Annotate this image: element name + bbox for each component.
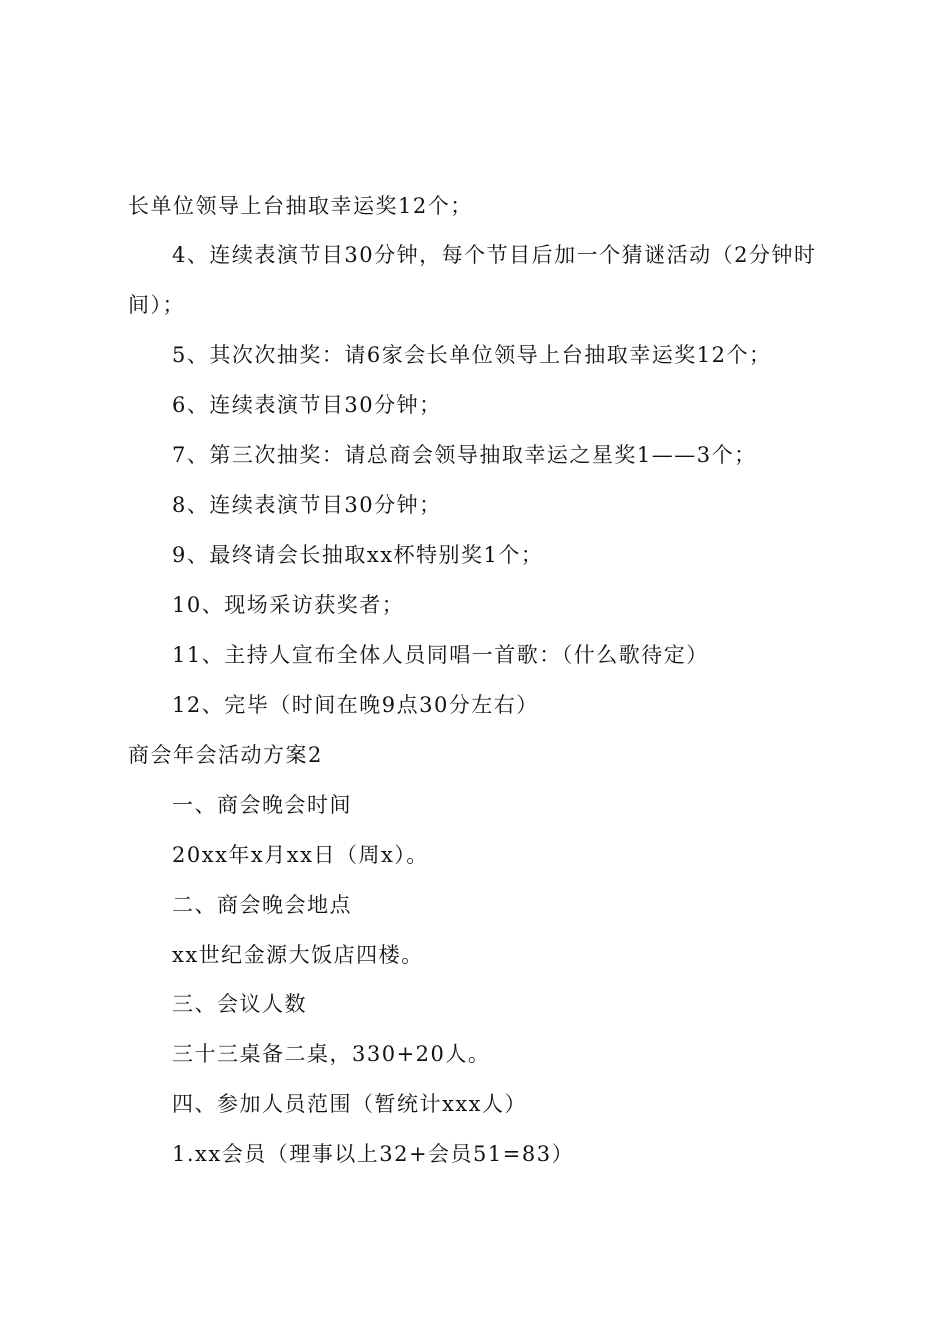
text-line: 6、连续表演节目30分钟； [172, 393, 442, 417]
text-line: 1.xx会员（理事以上32+会员51=83） [172, 1142, 575, 1166]
text-line: 11、主持人宣布全体人员同唱一首歌：（什么歌待定） [172, 643, 709, 667]
text-line: xx世纪金源大饭店四楼。 [172, 943, 424, 967]
text-line: 9、最终请会长抽取xx杯特别奖1个； [172, 543, 544, 567]
text-line: 长单位领导上台抽取幸运奖12个； [128, 194, 473, 218]
text-line: 三十三桌备二桌，330+20人。 [172, 1042, 491, 1066]
text-line: 8、连续表演节目30分钟； [172, 493, 442, 517]
text-line: 一、商会晚会时间 [172, 793, 352, 817]
text-line: 20xx年x月xx日（周x）。 [172, 843, 429, 867]
text-line: 7、第三次抽奖：请总商会领导抽取幸运之星奖1——3个； [172, 443, 757, 467]
section-heading: 商会年会活动方案2 [128, 743, 323, 767]
text-line: 三、会议人数 [172, 992, 307, 1016]
text-line: 12、完毕（时间在晚9点30分左右） [172, 693, 539, 717]
text-line: 4、连续表演节目30分钟，每个节目后加一个猜谜活动（2分钟时 [172, 243, 817, 267]
text-line: 间）； [128, 293, 185, 317]
text-line: 二、商会晚会地点 [172, 893, 352, 917]
text-line: 10、现场采访获奖者； [172, 593, 405, 617]
text-line: 5、其次次抽奖：请6家会长单位领导上台抽取幸运奖12个； [172, 343, 772, 367]
text-line: 四、参加人员范围（暂统计xxx人） [172, 1092, 528, 1116]
